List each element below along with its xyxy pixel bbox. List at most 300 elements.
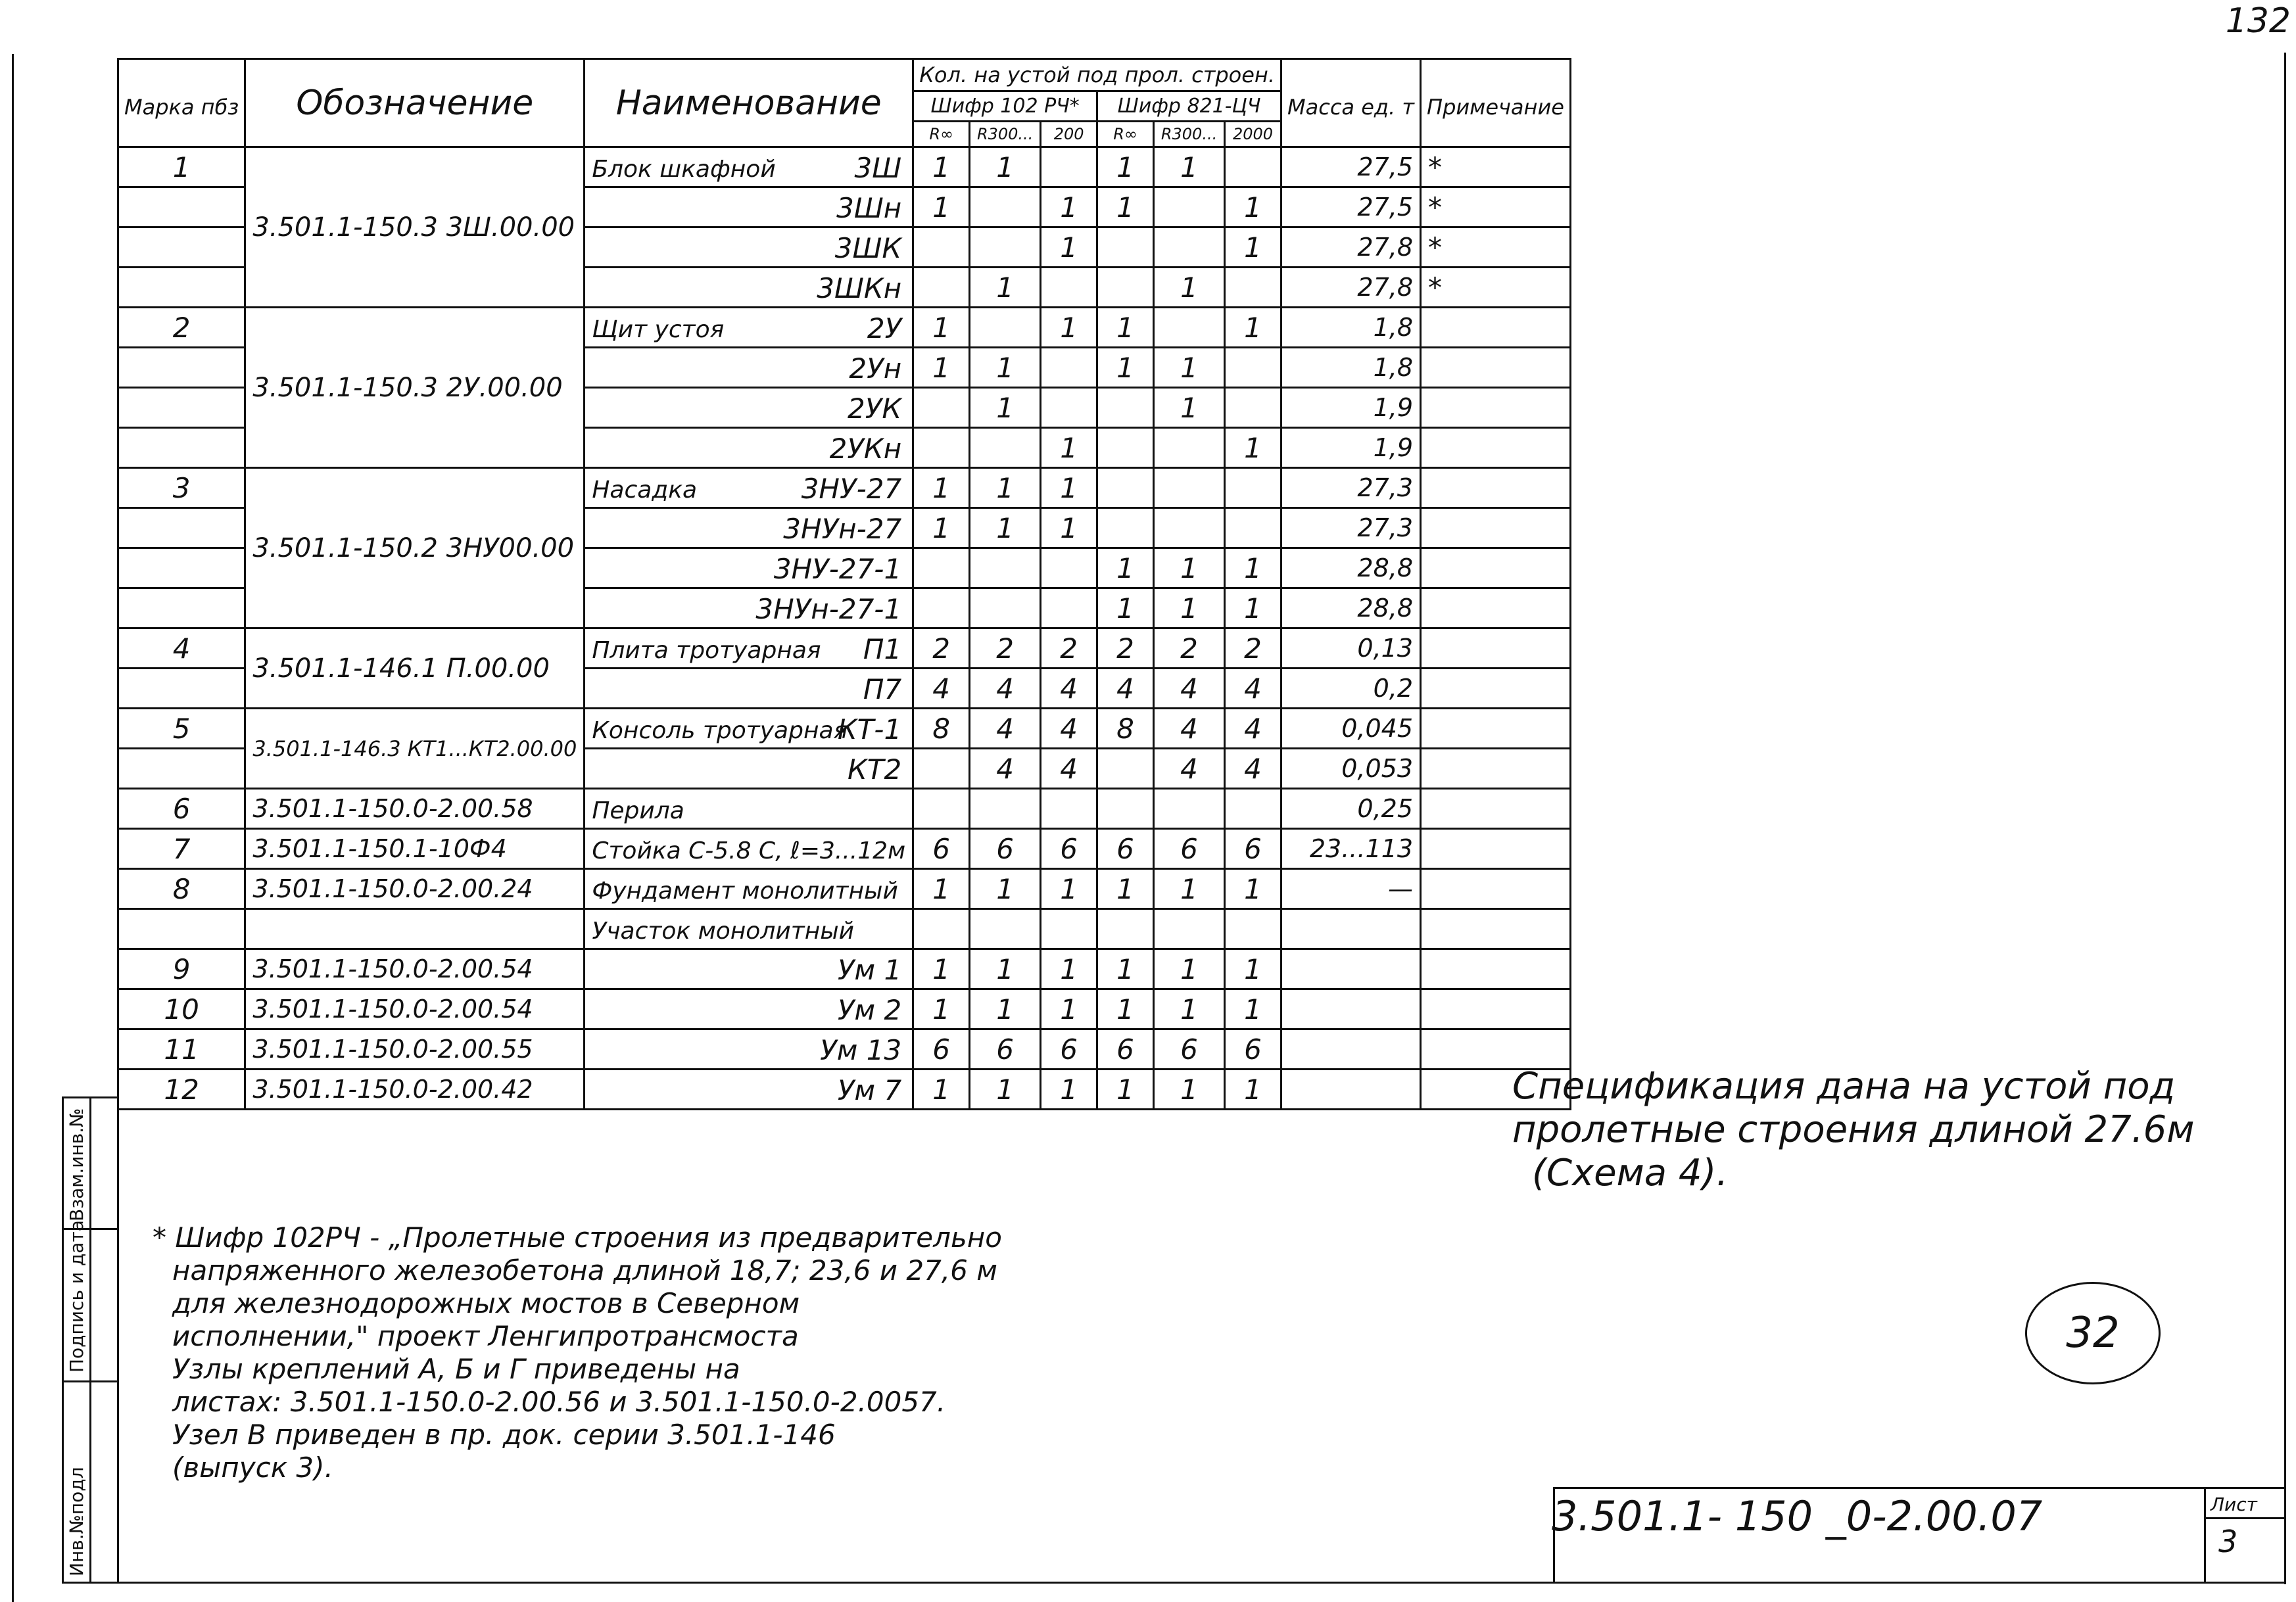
cell-name-right: 3Шн <box>836 192 902 224</box>
cell-mass: 1,8 <box>1281 348 1421 388</box>
cell-name-right: 2У <box>867 312 902 344</box>
cell-designation: 3.501.1-150.0-2.00.54 <box>245 949 585 989</box>
cell-quantity <box>1154 909 1225 949</box>
cell-quantity: 1 <box>1225 548 1281 588</box>
cell-note <box>1421 428 1571 468</box>
cell-quantity <box>1225 468 1281 508</box>
cell-quantity <box>1041 388 1097 428</box>
cell-quantity: 1 <box>913 308 970 348</box>
cell-quantity: 1 <box>913 989 970 1029</box>
cell-quantity: 4 <box>970 669 1041 709</box>
circle-stamp: 32 <box>2025 1282 2161 1384</box>
cell-note: * <box>1421 227 1571 268</box>
cell-note <box>1421 909 1571 949</box>
cell-quantity: 1 <box>1154 949 1225 989</box>
footnote-line: исполнении," проект Ленгипротрансмоста <box>172 1320 799 1352</box>
cell-name-right: Ум 13 <box>820 1034 902 1066</box>
cell-designation <box>245 909 585 949</box>
cell-name <box>585 268 913 308</box>
table-row <box>118 1070 1571 1110</box>
cell-quantity: 1 <box>970 388 1041 428</box>
cell-quantity <box>1154 789 1225 829</box>
cell-designation: 3.501.1-146.3 КТ1...КТ2.00.00 <box>245 709 585 789</box>
header-designation: Обозначение <box>245 59 585 147</box>
cell-quantity: 1 <box>1097 869 1154 909</box>
cell-quantity <box>1041 147 1097 187</box>
cell-quantity: 1 <box>913 187 970 227</box>
cell-quantity: 4 <box>1154 669 1225 709</box>
cell-quantity <box>1097 749 1154 789</box>
cell-name <box>585 949 913 989</box>
cell-mark: 1 <box>118 147 245 187</box>
cell-mark <box>118 227 245 268</box>
cell-mark <box>118 428 245 468</box>
cell-mark: 4 <box>118 628 245 669</box>
header-mark: Марка пбз <box>118 59 245 147</box>
cell-mark <box>118 669 245 709</box>
cell-quantity: 1 <box>1225 869 1281 909</box>
cell-quantity <box>1154 187 1225 227</box>
cell-quantity: 6 <box>970 829 1041 869</box>
cell-quantity: 6 <box>1041 829 1097 869</box>
cell-quantity <box>1097 508 1154 548</box>
table-row <box>118 1029 1571 1070</box>
cell-name-right: 3НУ-27-1 <box>773 553 902 585</box>
cell-quantity <box>1097 227 1154 268</box>
cell-quantity <box>970 308 1041 348</box>
cell-note: * <box>1421 187 1571 227</box>
cell-quantity <box>970 227 1041 268</box>
cell-quantity: 1 <box>970 468 1041 508</box>
cell-quantity: 1 <box>1097 187 1154 227</box>
cell-designation: 3.501.1-150.0-2.00.54 <box>245 989 585 1029</box>
cell-note <box>1421 949 1571 989</box>
footnote <box>153 1221 1172 1484</box>
cell-mark: 6 <box>118 789 245 829</box>
cell-quantity <box>1225 348 1281 388</box>
cell-quantity <box>970 789 1041 829</box>
cell-quantity: 1 <box>1041 187 1097 227</box>
cell-quantity: 4 <box>1097 669 1154 709</box>
cell-quantity: 1 <box>1154 348 1225 388</box>
cell-mass: 28,8 <box>1281 548 1421 588</box>
sheet-cell-left-line <box>2204 1487 2206 1582</box>
cell-quantity: 6 <box>1041 1029 1097 1070</box>
cell-note <box>1421 749 1571 789</box>
cell-quantity: 6 <box>913 1029 970 1070</box>
cell-quantity: 1 <box>1225 949 1281 989</box>
cell-mark <box>118 268 245 308</box>
cell-mass: 28,8 <box>1281 588 1421 628</box>
cell-mass: 0,045 <box>1281 709 1421 749</box>
cell-note <box>1421 468 1571 508</box>
frame-left-line <box>12 54 14 1602</box>
cell-name <box>585 1029 913 1070</box>
cell-name-left: Консоль тротуарная <box>592 717 848 744</box>
cell-quantity <box>1097 909 1154 949</box>
cell-quantity: 8 <box>913 709 970 749</box>
header-mass: Масса ед. т <box>1281 59 1421 147</box>
cell-quantity: 1 <box>1225 308 1281 348</box>
cell-mark <box>118 548 245 588</box>
cell-quantity <box>1225 147 1281 187</box>
cell-name-right: 3Ш <box>854 152 902 184</box>
cell-mass: 27,8 <box>1281 268 1421 308</box>
cell-name-right: 2Ун <box>849 352 902 385</box>
cell-name-right: 3НУн-27 <box>783 513 902 545</box>
cell-name <box>585 147 913 187</box>
cell-name <box>585 789 913 829</box>
cell-name <box>585 187 913 227</box>
cell-name-right: КТ-1 <box>837 713 902 745</box>
cell-quantity <box>913 749 970 789</box>
cell-note <box>1421 508 1571 548</box>
cell-quantity <box>970 909 1041 949</box>
cell-name <box>585 749 913 789</box>
cell-quantity: 1 <box>1154 147 1225 187</box>
cell-name <box>585 308 913 348</box>
cell-mass <box>1281 1029 1421 1070</box>
cell-quantity <box>913 388 970 428</box>
header-sub: 2000 <box>1225 122 1281 147</box>
cell-mass: 27,5 <box>1281 147 1421 187</box>
cell-quantity <box>1154 508 1225 548</box>
cell-quantity <box>1154 468 1225 508</box>
cell-note <box>1421 789 1571 829</box>
title-block-top-line <box>1553 1487 2286 1489</box>
sheet-cell-mid-line <box>2204 1517 2284 1519</box>
table-row <box>118 949 1571 989</box>
cell-quantity: 1 <box>1097 588 1154 628</box>
cell-mass: 0,053 <box>1281 749 1421 789</box>
cell-quantity: 1 <box>970 1070 1041 1110</box>
sheet-label: Лист <box>2211 1494 2257 1515</box>
cell-quantity <box>913 227 970 268</box>
cell-mark <box>118 388 245 428</box>
cell-name-right: 2УКн <box>829 433 902 465</box>
cell-quantity <box>913 789 970 829</box>
cell-quantity: 1 <box>1097 949 1154 989</box>
cell-quantity: 4 <box>970 749 1041 789</box>
cell-note <box>1421 308 1571 348</box>
specification-table <box>117 58 1571 1110</box>
cell-quantity <box>970 588 1041 628</box>
cell-name <box>585 227 913 268</box>
cell-quantity: 1 <box>1041 468 1097 508</box>
specification-body <box>118 147 1571 1110</box>
cell-quantity: 1 <box>913 147 970 187</box>
cell-quantity: 1 <box>970 869 1041 909</box>
cell-quantity: 1 <box>913 468 970 508</box>
cell-quantity <box>1154 227 1225 268</box>
cell-mass: 0,2 <box>1281 669 1421 709</box>
cell-mark <box>118 187 245 227</box>
cell-mark <box>118 588 245 628</box>
cell-name <box>585 1070 913 1110</box>
side-vzam-label: Взам.инв.№ <box>66 1108 87 1221</box>
cell-mark <box>118 749 245 789</box>
header-sub: R∞ <box>913 122 970 147</box>
cell-name <box>585 468 913 508</box>
cell-note <box>1421 548 1571 588</box>
cell-mark: 9 <box>118 949 245 989</box>
cell-designation: 3.501.1-150.0-2.00.55 <box>245 1029 585 1070</box>
cell-quantity: 1 <box>1097 989 1154 1029</box>
cell-quantity: 6 <box>913 829 970 869</box>
side-sign-label: Подпись и дата <box>66 1220 87 1373</box>
cell-name-left: Блок шкафной <box>592 155 776 183</box>
cell-quantity: 1 <box>1154 1070 1225 1110</box>
frame-bottom-line <box>62 1582 2286 1584</box>
sheet-number: 3 <box>2218 1524 2238 1559</box>
cell-name-right: Ум 1 <box>837 954 902 986</box>
cell-mass: 27,5 <box>1281 187 1421 227</box>
cell-quantity: 1 <box>1225 187 1281 227</box>
cell-note: * <box>1421 268 1571 308</box>
cell-name <box>585 709 913 749</box>
cell-note <box>1421 1029 1571 1070</box>
cell-name <box>585 628 913 669</box>
cell-quantity <box>1041 268 1097 308</box>
cell-quantity: 1 <box>913 508 970 548</box>
cell-designation: 3.501.1-150.3 2У.00.00 <box>245 308 585 468</box>
cell-name-left: Плита тротуарная <box>592 636 821 664</box>
cell-quantity: 1 <box>1097 147 1154 187</box>
cell-quantity: 2 <box>1041 628 1097 669</box>
cell-quantity: 1 <box>1041 227 1097 268</box>
cell-quantity: 6 <box>970 1029 1041 1070</box>
cell-designation: 3.501.1-150.2 3НУ00.00 <box>245 468 585 628</box>
cell-quantity: 6 <box>1154 829 1225 869</box>
footnote-line: (выпуск 3). <box>172 1451 333 1484</box>
cell-quantity: 1 <box>1097 1070 1154 1110</box>
cell-quantity <box>1041 789 1097 829</box>
cell-mass <box>1281 989 1421 1029</box>
cell-mass: 27,8 <box>1281 227 1421 268</box>
table-row <box>118 789 1571 829</box>
cell-quantity: 1 <box>1041 869 1097 909</box>
cell-quantity: 1 <box>1225 588 1281 628</box>
page-number: 132 <box>2225 1 2291 41</box>
cell-quantity: 1 <box>913 949 970 989</box>
footnote-line: для железнодорожных мостов в Северном <box>172 1287 800 1319</box>
cell-mark: 3 <box>118 468 245 508</box>
cell-quantity: 4 <box>1041 709 1097 749</box>
cell-note <box>1421 388 1571 428</box>
specification-note: Спецификация дана на устой под пролетные строения длиной 27.6м (Схема 4). <box>1512 1065 2195 1194</box>
cell-quantity: 1 <box>1154 388 1225 428</box>
cell-quantity: 1 <box>913 348 970 388</box>
cell-quantity <box>1097 388 1154 428</box>
cell-quantity: 1 <box>1041 428 1097 468</box>
cell-quantity: 6 <box>1225 829 1281 869</box>
footnote-line: Узел В приведен в пр. док. серии 3.501.1-146 <box>172 1419 836 1451</box>
cell-name <box>585 508 913 548</box>
cell-quantity: 1 <box>1225 428 1281 468</box>
cell-quantity: 4 <box>1225 669 1281 709</box>
table-row <box>118 147 1571 187</box>
cell-quantity <box>913 428 970 468</box>
cell-quantity <box>970 548 1041 588</box>
cell-quantity: 1 <box>1154 548 1225 588</box>
cell-quantity <box>1225 508 1281 548</box>
cell-quantity <box>913 588 970 628</box>
cell-mark <box>118 348 245 388</box>
cell-name-left: Участок монолитный <box>592 917 855 945</box>
cell-quantity: 2 <box>1154 628 1225 669</box>
cell-quantity: 1 <box>1097 548 1154 588</box>
cell-quantity: 1 <box>1154 989 1225 1029</box>
cell-mark <box>118 508 245 548</box>
cell-designation: 3.501.1-150.0-2.00.58 <box>245 789 585 829</box>
table-row <box>118 869 1571 909</box>
cell-quantity <box>1225 268 1281 308</box>
cell-name-left: Насадка <box>592 476 698 504</box>
cell-note <box>1421 628 1571 669</box>
cell-quantity: 1 <box>1041 989 1097 1029</box>
cell-quantity: 6 <box>1097 1029 1154 1070</box>
cell-quantity: 2 <box>913 628 970 669</box>
cell-note <box>1421 588 1571 628</box>
cell-quantity <box>1041 588 1097 628</box>
cell-name <box>585 548 913 588</box>
cell-quantity <box>970 187 1041 227</box>
cell-quantity: 1 <box>1225 1070 1281 1110</box>
cell-quantity: 2 <box>1097 628 1154 669</box>
cell-quantity <box>913 909 970 949</box>
cell-name-left: Щит устоя <box>592 316 725 343</box>
cell-quantity: 1 <box>1041 308 1097 348</box>
table-row <box>118 909 1571 949</box>
table-row <box>118 628 1571 669</box>
cell-mass: 0,13 <box>1281 628 1421 669</box>
cell-quantity: 2 <box>970 628 1041 669</box>
cell-mark: 12 <box>118 1070 245 1110</box>
table-row <box>118 308 1571 348</box>
cell-mark: 8 <box>118 869 245 909</box>
cell-quantity <box>1097 468 1154 508</box>
side-stamp-strip <box>62 1096 117 1583</box>
cell-name-left: Стойка С-5.8 С, ℓ=3...12м <box>592 837 906 864</box>
cell-quantity <box>1041 348 1097 388</box>
cell-name-right: Ум 2 <box>837 994 902 1026</box>
table-row <box>118 829 1571 869</box>
cell-quantity: 4 <box>1041 749 1097 789</box>
header-name: Наименование <box>585 59 913 147</box>
cell-name-right: 2УК <box>848 392 902 425</box>
cell-name <box>585 869 913 909</box>
table-row <box>118 989 1571 1029</box>
cell-mark: 11 <box>118 1029 245 1070</box>
cell-quantity: 4 <box>1225 749 1281 789</box>
cell-quantity: 1 <box>913 1070 970 1110</box>
cell-quantity: 1 <box>1041 1070 1097 1110</box>
cell-name <box>585 388 913 428</box>
header-sub: 200 <box>1041 122 1097 147</box>
cell-quantity <box>1097 268 1154 308</box>
footnote-line: листах: 3.501.1-150.0-2.00.56 и 3.501.1-150.0-2.0057. <box>172 1386 946 1418</box>
cell-designation: 3.501.1-150.0-2.00.42 <box>245 1070 585 1110</box>
cell-quantity <box>913 548 970 588</box>
footnote-line: * Шифр 102РЧ - „Пролетные строения из предварительно <box>153 1221 1002 1254</box>
cell-quantity: 6 <box>1154 1029 1225 1070</box>
cell-mass <box>1281 1070 1421 1110</box>
cell-mass: — <box>1281 869 1421 909</box>
cell-quantity <box>1225 789 1281 829</box>
cell-mark: 10 <box>118 989 245 1029</box>
cell-quantity: 1 <box>970 949 1041 989</box>
cell-quantity: 6 <box>1225 1029 1281 1070</box>
cell-quantity: 1 <box>970 147 1041 187</box>
cell-quantity <box>1097 428 1154 468</box>
cell-mass: 1,9 <box>1281 428 1421 468</box>
cell-note <box>1421 348 1571 388</box>
cell-mass <box>1281 909 1421 949</box>
cell-quantity: 4 <box>1154 709 1225 749</box>
cell-quantity: 1 <box>913 869 970 909</box>
cell-name <box>585 909 913 949</box>
cell-quantity: 4 <box>1154 749 1225 789</box>
frame-right-line <box>2284 53 2286 1584</box>
cell-name-right: П7 <box>863 673 902 705</box>
cell-quantity <box>970 428 1041 468</box>
cell-quantity <box>1154 428 1225 468</box>
header-sub: R300... <box>970 122 1041 147</box>
cell-quantity <box>1225 388 1281 428</box>
cell-mass: 1,8 <box>1281 308 1421 348</box>
cell-name-right: 3ШКн <box>817 272 902 304</box>
cell-quantity: 1 <box>1154 268 1225 308</box>
cell-mass: 23...113 <box>1281 829 1421 869</box>
cell-note <box>1421 989 1571 1029</box>
cell-note <box>1421 669 1571 709</box>
cell-quantity: 4 <box>1225 709 1281 749</box>
cell-quantity: 1 <box>1154 588 1225 628</box>
cell-quantity <box>913 268 970 308</box>
cell-quantity <box>1154 308 1225 348</box>
cell-name-right: КТ2 <box>847 753 902 786</box>
cell-quantity: 1 <box>1041 508 1097 548</box>
cell-name-left: Фундамент монолитный <box>592 877 898 905</box>
cell-mass: 0,25 <box>1281 789 1421 829</box>
cell-name-right: П1 <box>863 633 902 665</box>
cell-quantity <box>1041 548 1097 588</box>
cell-designation: 3.501.1-150.1-10Ф4 <box>245 829 585 869</box>
cell-name-right: Ум 7 <box>837 1074 902 1106</box>
table-header-row <box>118 59 1571 91</box>
header-note: Примечание <box>1421 59 1571 147</box>
header-cipher-2: Шифр 821-ЦЧ <box>1097 91 1281 122</box>
cell-name-right: 3НУ-27 <box>801 473 902 505</box>
cell-mass: 27,3 <box>1281 508 1421 548</box>
cell-name-left: Перила <box>592 797 684 824</box>
cell-quantity: 1 <box>1154 869 1225 909</box>
cell-designation: 3.501.1-150.3 3Ш.00.00 <box>245 147 585 308</box>
cell-quantity: 1 <box>1097 308 1154 348</box>
cell-quantity: 4 <box>1041 669 1097 709</box>
cell-quantity: 1 <box>970 348 1041 388</box>
cell-note <box>1421 869 1571 909</box>
cell-name <box>585 588 913 628</box>
cell-mark: 7 <box>118 829 245 869</box>
cell-designation: 3.501.1-150.0-2.00.24 <box>245 869 585 909</box>
cell-mass <box>1281 949 1421 989</box>
header-qty-group: Кол. на устой под прол. строен. <box>913 59 1281 91</box>
cell-quantity <box>1097 789 1154 829</box>
cell-name <box>585 989 913 1029</box>
table-row <box>118 709 1571 749</box>
cell-quantity: 4 <box>970 709 1041 749</box>
